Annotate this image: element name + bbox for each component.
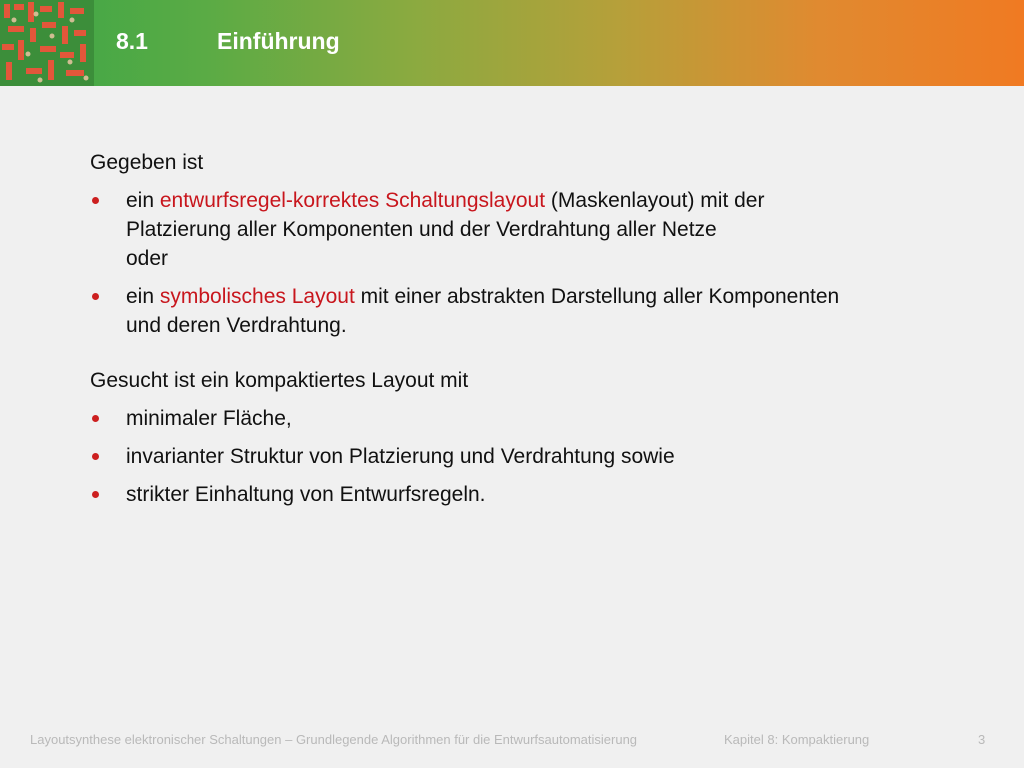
list-item: ein entwurfsregel-korrektes Schaltungslayout (Maskenlayout) mit der Platzierung aller Komponenten und der Verdrahtung aller Netze oder [90,186,970,273]
list-item: minimaler Fläche, [90,404,970,433]
bullet-icon [92,415,99,422]
slide-content [90,148,970,509]
given-list [90,186,970,340]
footer-chapter: Kapitel 8: Kompaktierung [724,732,870,747]
sought-heading: Gesucht ist ein kompaktiertes Layout mit [90,369,469,392]
bullet-icon [92,491,99,498]
page-number: 3 [978,732,986,747]
list-item: invarianter Struktur von Platzierung und Verdrahtung sowie [90,442,970,471]
sought-list [90,404,970,509]
section-number: 8.1 [116,28,148,54]
list-item: strikter Einhaltung von Entwurfsregeln. [90,480,970,509]
bullet-icon [92,293,99,300]
highlight-text: symbolisches Layout [159,285,355,308]
bullet-icon [92,453,99,460]
footer-book-title: Layoutsynthese elektronischer Schaltungen – Grundlegende Algorithmen für die Entwurfsautomatisierung [30,732,638,747]
list-item: ein symbolisches Layout mit einer abstrakten Darstellung aller Komponenten und deren Verdrahtung. [90,282,970,340]
highlight-text: entwurfsregel-korrektes Schaltungslayout [159,189,546,212]
slide-title: Einführung [217,28,340,54]
given-heading: Gegeben ist [90,151,204,174]
header-bar [0,0,1024,86]
bullet-icon [92,197,99,204]
circuit-board-logo-icon [0,0,94,86]
